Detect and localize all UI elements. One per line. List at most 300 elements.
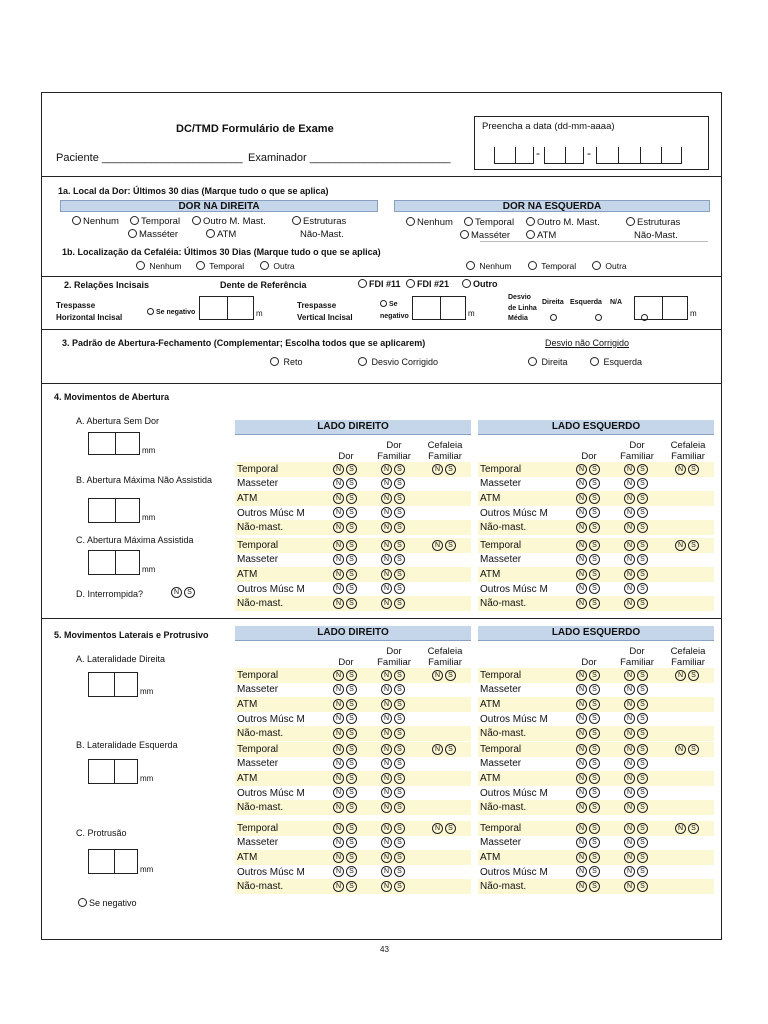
- grid-row: [478, 491, 714, 506]
- dor-ns[interactable]: N S: [323, 800, 369, 815]
- cefaleia-familiar-ns[interactable]: [662, 567, 714, 582]
- cefaleia-familiar-ns[interactable]: N S: [419, 462, 471, 477]
- dor-ns[interactable]: N S: [566, 771, 612, 786]
- pain-grid-esq: [478, 821, 714, 894]
- dor-familiar-ns[interactable]: N S: [612, 850, 662, 865]
- dor-ns[interactable]: N S: [566, 538, 612, 553]
- dor-familiar-ns[interactable]: N S: [369, 786, 419, 801]
- dor-familiar-ns[interactable]: N S: [369, 491, 419, 506]
- esq-outro-mast[interactable]: Outro M. Mast.: [526, 217, 600, 228]
- dor-ns[interactable]: N S: [566, 712, 612, 727]
- grid-row-label: Masseter: [237, 758, 279, 770]
- col-cefaleia-familiar: Cefaleia Familiar: [662, 434, 714, 462]
- dor-ns[interactable]: N S: [566, 582, 612, 597]
- lateralidade-esquerda-input[interactable]: [88, 759, 138, 784]
- grid-row: [235, 538, 471, 553]
- dor-familiar-ns[interactable]: N S: [612, 836, 662, 851]
- dor-familiar-ns[interactable]: N S: [612, 726, 662, 741]
- grid-row: [235, 668, 471, 683]
- grid-row: [478, 726, 714, 741]
- cefaleia-familiar-ns[interactable]: [662, 786, 714, 801]
- grid-row: [478, 712, 714, 727]
- grid-row-label: Temporal: [478, 538, 566, 553]
- col-dor: Dor: [323, 434, 369, 462]
- grid-row-label: Outros Músc M: [237, 713, 305, 725]
- dor-ns[interactable]: N S: [323, 865, 369, 880]
- dor-ns[interactable]: N S: [323, 668, 369, 683]
- dor-familiar-ns[interactable]: N S: [369, 506, 419, 521]
- cefaleia-familiar-ns[interactable]: [419, 491, 471, 506]
- cefaleia-familiar-ns[interactable]: [419, 683, 471, 698]
- grid-row: [235, 850, 471, 865]
- dor-familiar-ns[interactable]: N S: [369, 836, 419, 851]
- dor-familiar-ns[interactable]: N S: [369, 757, 419, 772]
- dor-ns[interactable]: N S: [566, 850, 612, 865]
- dor-ns[interactable]: N S: [323, 462, 369, 477]
- outro-option[interactable]: Outro: [462, 279, 498, 290]
- pain-grid-esq: [478, 420, 714, 535]
- cefaleia-familiar-ns[interactable]: [662, 726, 714, 741]
- cefaleia-familiar-ns[interactable]: [662, 520, 714, 535]
- dor-ns[interactable]: N S: [566, 742, 612, 757]
- grid-row-label: Não-mast.: [478, 879, 566, 894]
- grid-row: [478, 879, 714, 894]
- pain-grid-esq: [478, 538, 714, 611]
- col-cefaleia-familiar: Cefaleia Familiar: [419, 434, 471, 462]
- grid-row: [478, 850, 714, 865]
- grid-row-label: Temporal: [235, 538, 323, 553]
- dor-familiar-ns[interactable]: N S: [369, 477, 419, 492]
- grid-row: [478, 553, 714, 568]
- dor-familiar-ns[interactable]: N S: [612, 477, 662, 492]
- cefaleia-familiar-ns[interactable]: [662, 491, 714, 506]
- cefaleia-familiar-ns[interactable]: N S: [662, 821, 714, 836]
- grid-row: [235, 821, 471, 836]
- col-dor-familiar: Dor Familiar: [612, 640, 662, 668]
- dor-ns[interactable]: N S: [566, 800, 612, 815]
- dor-ns[interactable]: N S: [566, 668, 612, 683]
- pain-grid-esq: [478, 626, 714, 741]
- cefaleia-familiar-ns[interactable]: N S: [419, 821, 471, 836]
- cefaleia-familiar-ns[interactable]: [662, 697, 714, 712]
- grid-row: [235, 553, 471, 568]
- grid-row: [235, 582, 471, 597]
- cefaleia-familiar-ns[interactable]: [662, 596, 714, 611]
- col-dor: Dor: [566, 640, 612, 668]
- cefaleia-familiar-ns[interactable]: [419, 477, 471, 492]
- grid-row-label: Masseter: [237, 684, 279, 696]
- pain-grid-dir: [235, 420, 471, 535]
- cefaleia-familiar-ns[interactable]: [662, 836, 714, 851]
- dor-ns[interactable]: N S: [566, 520, 612, 535]
- dor-ns[interactable]: N S: [323, 596, 369, 611]
- grid-row-label: Outros Músc M: [237, 507, 305, 519]
- cefaleia-familiar-ns[interactable]: N S: [419, 668, 471, 683]
- grid-row: [235, 462, 471, 477]
- grid-row-label: Masseter: [237, 837, 279, 849]
- dor-ns[interactable]: N S: [323, 757, 369, 772]
- trespasse-h-input[interactable]: [199, 296, 254, 320]
- pain-grid-dir: [235, 538, 471, 611]
- trespasse-v-label1: Trespasse: [297, 301, 337, 310]
- dor-familiar-ns[interactable]: N S: [612, 742, 662, 757]
- dor-familiar-ns[interactable]: N S: [612, 712, 662, 727]
- examinador-field[interactable]: Examinador _______________________: [248, 152, 451, 164]
- dor-familiar-ns[interactable]: N S: [612, 697, 662, 712]
- cefaleia-familiar-ns[interactable]: [419, 836, 471, 851]
- dor-ns[interactable]: N S: [323, 697, 369, 712]
- dor-familiar-ns[interactable]: N S: [369, 726, 419, 741]
- cef-dir-nenhum[interactable]: Nenhum: [136, 261, 182, 272]
- nc-direita-option[interactable]: Direita: [528, 357, 568, 368]
- dor-familiar-ns[interactable]: N S: [612, 683, 662, 698]
- paciente-field[interactable]: Paciente _______________________: [56, 152, 243, 164]
- dor-familiar-ns[interactable]: N S: [612, 462, 662, 477]
- grid-row-label: ATM: [235, 491, 323, 506]
- cefaleia-familiar-ns[interactable]: [419, 800, 471, 815]
- dor-familiar-ns[interactable]: N S: [612, 491, 662, 506]
- dor-familiar-ns[interactable]: N S: [369, 520, 419, 535]
- grid-row: [478, 742, 714, 757]
- grid-row: [478, 786, 714, 801]
- grid-row-label: ATM: [235, 771, 323, 786]
- pain-grid-esq: [478, 742, 714, 815]
- cefaleia-familiar-ns[interactable]: [419, 596, 471, 611]
- cefaleia-familiar-ns[interactable]: [419, 771, 471, 786]
- dir-outro-mast[interactable]: Outro M. Mast.: [192, 216, 266, 227]
- dor-familiar-ns[interactable]: N S: [369, 668, 419, 683]
- dor-familiar-ns[interactable]: N S: [612, 800, 662, 815]
- pain-grid-dir: [235, 626, 471, 741]
- dor-familiar-ns[interactable]: N S: [369, 771, 419, 786]
- cefaleia-familiar-ns[interactable]: N S: [419, 742, 471, 757]
- desvio-nao-corrigido-label: Desvio não Corrigido: [545, 338, 630, 348]
- cefaleia-familiar-ns[interactable]: [419, 582, 471, 597]
- cefaleia-familiar-ns[interactable]: [662, 757, 714, 772]
- fdi11-option[interactable]: FDI #11: [358, 279, 401, 290]
- grid-row-label: ATM: [235, 697, 323, 712]
- dor-ns[interactable]: N S: [566, 462, 612, 477]
- dor-familiar-ns[interactable]: N S: [612, 538, 662, 553]
- dor-ns[interactable]: N S: [323, 506, 369, 521]
- grid-row-label: Outros Músc M: [480, 583, 548, 595]
- grid-row: [235, 477, 471, 492]
- cefaleia-familiar-ns[interactable]: [662, 477, 714, 492]
- grid-row-label: Não-mast.: [235, 879, 323, 894]
- grid-row-label: Outros Músc M: [480, 787, 548, 799]
- dor-familiar-ns[interactable]: N S: [612, 567, 662, 582]
- dor-ns[interactable]: N S: [566, 821, 612, 836]
- dor-familiar-ns[interactable]: N S: [369, 567, 419, 582]
- dor-familiar-ns[interactable]: N S: [612, 520, 662, 535]
- grid-row: [235, 879, 471, 894]
- dor-familiar-ns[interactable]: N S: [612, 582, 662, 597]
- date-year-input[interactable]: [596, 147, 682, 164]
- dor-ns[interactable]: N S: [566, 553, 612, 568]
- pain-grid-dir: [235, 742, 471, 815]
- cefaleia-familiar-ns[interactable]: [419, 520, 471, 535]
- dor-ns[interactable]: N S: [323, 821, 369, 836]
- dor-familiar-ns[interactable]: N S: [612, 879, 662, 894]
- dor-familiar-ns[interactable]: N S: [612, 786, 662, 801]
- dor-ns[interactable]: N S: [323, 786, 369, 801]
- grid-row-label: Temporal: [235, 742, 323, 757]
- cefaleia-familiar-ns[interactable]: [662, 712, 714, 727]
- grid-row: [235, 836, 471, 851]
- dor-ns[interactable]: N S: [323, 771, 369, 786]
- s1a-title: 1a. Local da Dor: Últimos 30 dias (Marque tudo o que se aplica): [58, 186, 329, 196]
- grid-row: [235, 520, 471, 535]
- cefaleia-familiar-ns[interactable]: N S: [662, 742, 714, 757]
- esq-estruturas[interactable]: Estruturas: [626, 217, 680, 228]
- cefaleia-familiar-ns[interactable]: [662, 850, 714, 865]
- grid-row-label: ATM: [235, 850, 323, 865]
- se-negativo-h[interactable]: Se negativo: [147, 307, 195, 318]
- col-dor-familiar: Dor Familiar: [369, 434, 419, 462]
- cef-dir-temporal[interactable]: Temporal: [196, 261, 244, 272]
- date-month-input[interactable]: [544, 147, 584, 164]
- interrompida-ns[interactable]: N S: [171, 587, 197, 598]
- dor-ns[interactable]: N S: [323, 491, 369, 506]
- dor-familiar-ns[interactable]: N S: [369, 800, 419, 815]
- dor-familiar-ns[interactable]: N S: [612, 668, 662, 683]
- fdi21-option[interactable]: FDI #21: [406, 279, 449, 290]
- dor-ns[interactable]: N S: [566, 757, 612, 772]
- grid-row-label: Não-mast.: [235, 520, 323, 535]
- dor-ns[interactable]: N S: [323, 683, 369, 698]
- cefaleia-familiar-ns[interactable]: [662, 582, 714, 597]
- grid-row: [478, 771, 714, 786]
- grid-row: [235, 596, 471, 611]
- dor-ns[interactable]: N S: [566, 477, 612, 492]
- cefaleia-familiar-ns[interactable]: [419, 726, 471, 741]
- cef-esq-nenhum[interactable]: Nenhum: [466, 261, 512, 272]
- cefaleia-familiar-ns[interactable]: [419, 506, 471, 521]
- dor-ns[interactable]: N S: [566, 786, 612, 801]
- dor-ns[interactable]: N S: [323, 879, 369, 894]
- dor-ns[interactable]: N S: [566, 865, 612, 880]
- col-dor-familiar: Dor Familiar: [369, 640, 419, 668]
- protrusao-input[interactable]: [88, 849, 138, 874]
- dor-familiar-ns[interactable]: N S: [612, 821, 662, 836]
- grid-row: [235, 712, 471, 727]
- s2-title: 2. Relações Incisais: [64, 280, 150, 290]
- grid-row: [478, 567, 714, 582]
- grid-row: [478, 462, 714, 477]
- col-dor-familiar: Dor Familiar: [612, 434, 662, 462]
- col-cefaleia-familiar: Cefaleia Familiar: [419, 640, 471, 668]
- nc-esquerda-option[interactable]: Esquerda: [590, 357, 642, 368]
- esq-atm[interactable]: ATM: [526, 230, 556, 241]
- dor-familiar-ns[interactable]: N S: [369, 821, 419, 836]
- grid-row-label: Masseter: [480, 684, 522, 696]
- dor-familiar-ns[interactable]: N S: [369, 582, 419, 597]
- grid-row-label: Temporal: [235, 462, 323, 477]
- col-dor: Dor: [323, 640, 369, 668]
- dor-ns[interactable]: N S: [323, 850, 369, 865]
- grid-row-label: Masseter: [480, 758, 522, 770]
- dir-estruturas[interactable]: Estruturas: [292, 216, 346, 227]
- dir-atm[interactable]: ATM: [206, 229, 236, 240]
- grid-row-label: ATM: [478, 491, 566, 506]
- grid-row-label: Outros Músc M: [480, 507, 548, 519]
- dor-ns[interactable]: N S: [323, 567, 369, 582]
- esq-nenhum[interactable]: Nenhum: [406, 217, 453, 228]
- cef-dir-outra[interactable]: Outra: [260, 261, 295, 272]
- grid-row: [478, 757, 714, 772]
- dir-masseter[interactable]: Masséter: [128, 229, 178, 240]
- grid-row: [235, 683, 471, 698]
- cefaleia-familiar-ns[interactable]: [662, 683, 714, 698]
- cefaleia-familiar-ns[interactable]: [662, 553, 714, 568]
- dor-ns[interactable]: N S: [566, 491, 612, 506]
- dor-ns[interactable]: N S: [566, 697, 612, 712]
- cefaleia-familiar-ns[interactable]: [419, 697, 471, 712]
- grid-row: [235, 786, 471, 801]
- dor-ns[interactable]: N S: [566, 506, 612, 521]
- cefaleia-familiar-ns[interactable]: N S: [662, 668, 714, 683]
- grid-row: [478, 596, 714, 611]
- dor-ns[interactable]: N S: [566, 683, 612, 698]
- dor-ns[interactable]: N S: [566, 879, 612, 894]
- grid-row: [478, 865, 714, 880]
- dor-esquerda-header: DOR NA ESQUERDA: [394, 200, 710, 212]
- s4-title: 4. Movimentos de Abertura: [54, 392, 170, 402]
- s5-title: 5. Movimentos Laterais e Protrusivo: [54, 630, 209, 640]
- dor-ns[interactable]: N S: [323, 520, 369, 535]
- dor-familiar-ns[interactable]: N S: [612, 553, 662, 568]
- cef-esq-temporal[interactable]: Temporal: [528, 261, 576, 272]
- esq-masseter[interactable]: Masséter: [460, 230, 510, 241]
- trespasse-h-label1: Trespasse: [56, 301, 96, 310]
- grid-row-label: Não-mast.: [478, 726, 566, 741]
- cefaleia-familiar-ns[interactable]: [662, 506, 714, 521]
- form-title: DC/TMD Formulário de Exame: [176, 123, 334, 135]
- abertura-max-assistida-input[interactable]: [88, 550, 140, 575]
- grid-row-label: Masseter: [237, 554, 279, 566]
- dor-ns[interactable]: N S: [323, 836, 369, 851]
- grid-row-label: Não-mast.: [235, 726, 323, 741]
- dor-familiar-ns[interactable]: N S: [612, 596, 662, 611]
- s3-title: 3. Padrão de Abertura-Fechamento (Complementar; Escolha todos que se aplicarem): [62, 338, 426, 348]
- cefaleia-familiar-ns[interactable]: [662, 865, 714, 880]
- cefaleia-familiar-ns[interactable]: [419, 850, 471, 865]
- cefaleia-familiar-ns[interactable]: [419, 865, 471, 880]
- dor-familiar-ns[interactable]: N S: [612, 506, 662, 521]
- grid-row: [235, 506, 471, 521]
- se-negativo-v[interactable]: Se: [380, 299, 398, 310]
- dor-familiar-ns[interactable]: N S: [369, 596, 419, 611]
- cefaleia-familiar-ns[interactable]: N S: [419, 538, 471, 553]
- esq-nao-mast: Não-Mast.: [634, 230, 678, 241]
- dor-familiar-ns[interactable]: N S: [612, 865, 662, 880]
- abertura-sem-dor-input[interactable]: [88, 432, 140, 455]
- cefaleia-familiar-ns[interactable]: N S: [662, 462, 714, 477]
- grid-row-label: Temporal: [478, 742, 566, 757]
- dor-familiar-ns[interactable]: N S: [369, 712, 419, 727]
- cef-esq-outra[interactable]: Outra: [592, 261, 627, 272]
- grid-row-label: ATM: [478, 771, 566, 786]
- cefaleia-familiar-ns[interactable]: [419, 879, 471, 894]
- dor-ns[interactable]: N S: [323, 553, 369, 568]
- col-dor: Dor: [566, 434, 612, 462]
- trespasse-v-input[interactable]: [412, 296, 466, 320]
- reto-option[interactable]: Reto: [270, 357, 303, 368]
- grid-side-title: LADO ESQUERDO: [478, 626, 714, 640]
- date-day-input[interactable]: [494, 147, 534, 164]
- dor-familiar-ns[interactable]: N S: [369, 553, 419, 568]
- date-dash-2: -: [587, 146, 591, 160]
- grid-side-title: LADO DIREITO: [235, 626, 471, 640]
- cefaleia-familiar-ns[interactable]: [419, 567, 471, 582]
- dor-ns[interactable]: N S: [566, 726, 612, 741]
- grid-row: [478, 506, 714, 521]
- dor-ns[interactable]: N S: [566, 567, 612, 582]
- dor-ns[interactable]: N S: [323, 477, 369, 492]
- dir-temporal[interactable]: Temporal: [130, 216, 180, 227]
- dor-familiar-ns[interactable]: N S: [369, 850, 419, 865]
- grid-row: [235, 800, 471, 815]
- dor-ns[interactable]: N S: [323, 712, 369, 727]
- protrusao-se-negativo[interactable]: Se negativo: [78, 898, 137, 909]
- dor-familiar-ns[interactable]: N S: [612, 771, 662, 786]
- grid-row: [235, 742, 471, 757]
- date-dash-1: -: [536, 146, 540, 160]
- cefaleia-familiar-ns[interactable]: [419, 553, 471, 568]
- dor-familiar-ns[interactable]: N S: [369, 683, 419, 698]
- grid-row: [235, 771, 471, 786]
- esq-temporal[interactable]: Temporal: [464, 217, 514, 228]
- grid-row-label: Outros Músc M: [480, 866, 548, 878]
- dor-direita-header: DOR NA DIREITA: [60, 200, 378, 212]
- grid-row-label: ATM: [478, 567, 566, 582]
- dor-ns[interactable]: N S: [323, 582, 369, 597]
- dor-familiar-ns[interactable]: N S: [369, 462, 419, 477]
- desvio-input[interactable]: [634, 296, 688, 320]
- grid-side-title: LADO DIREITO: [235, 420, 471, 434]
- grid-row: [478, 836, 714, 851]
- desvio-corrigido-option[interactable]: Desvio Corrigido: [358, 357, 438, 368]
- dor-familiar-ns[interactable]: N S: [369, 538, 419, 553]
- dor-familiar-ns[interactable]: N S: [369, 879, 419, 894]
- grid-row-label: Temporal: [235, 668, 323, 683]
- cefaleia-familiar-ns[interactable]: [662, 879, 714, 894]
- cefaleia-familiar-ns[interactable]: [419, 712, 471, 727]
- cefaleia-familiar-ns[interactable]: [662, 800, 714, 815]
- dor-familiar-ns[interactable]: N S: [612, 757, 662, 772]
- dor-ns[interactable]: N S: [323, 742, 369, 757]
- lateralidade-direita-input[interactable]: [88, 672, 138, 697]
- dir-nenhum[interactable]: Nenhum: [72, 216, 119, 227]
- dor-familiar-ns[interactable]: N S: [369, 865, 419, 880]
- cefaleia-familiar-ns[interactable]: N S: [662, 538, 714, 553]
- s1b-title: 1b. Localização da Cefaléia: Últimos 30 Dias (Marque tudo o que se aplica): [62, 247, 381, 257]
- abertura-max-nao-assistida-input[interactable]: [88, 498, 140, 523]
- dor-ns[interactable]: N S: [566, 836, 612, 851]
- grid-row: [478, 800, 714, 815]
- cefaleia-familiar-ns[interactable]: [662, 771, 714, 786]
- dente-referencia: Dente de Referência: [220, 280, 307, 290]
- cefaleia-familiar-ns[interactable]: [419, 786, 471, 801]
- grid-row: [478, 683, 714, 698]
- dor-ns[interactable]: N S: [323, 726, 369, 741]
- dor-ns[interactable]: N S: [566, 596, 612, 611]
- grid-row-label: Não-mast.: [478, 520, 566, 535]
- cefaleia-familiar-ns[interactable]: [419, 757, 471, 772]
- dor-ns[interactable]: N S: [323, 538, 369, 553]
- dor-familiar-ns[interactable]: N S: [369, 697, 419, 712]
- dor-familiar-ns[interactable]: N S: [369, 742, 419, 757]
